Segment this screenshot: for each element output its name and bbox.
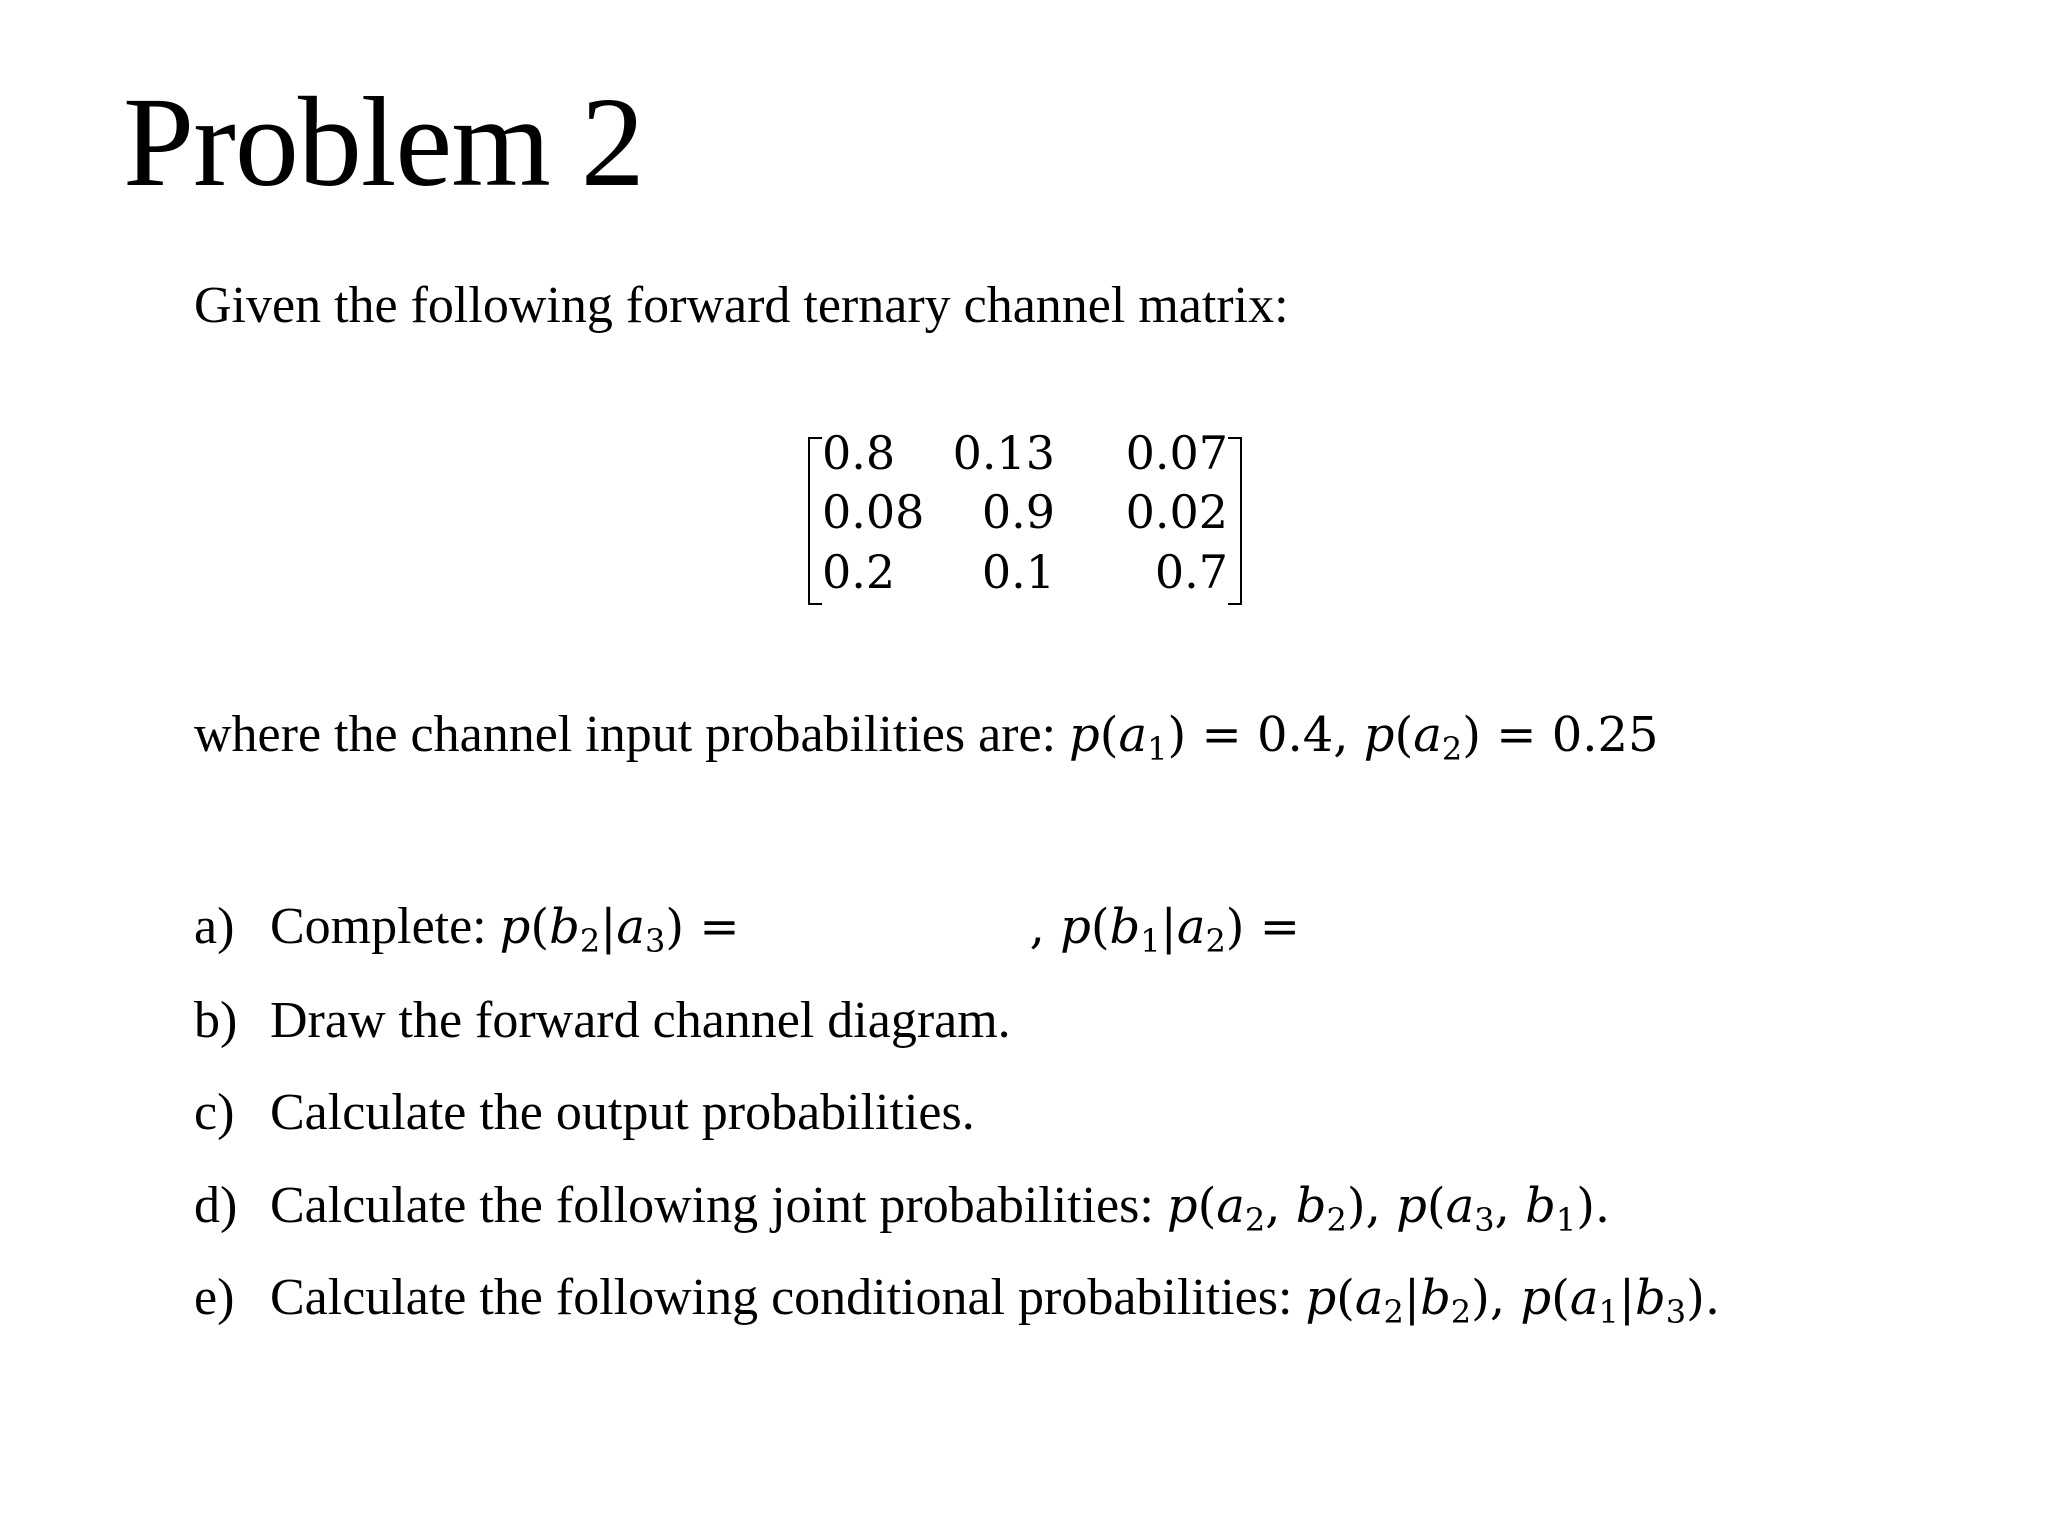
problem-title: Problem 2 (123, 71, 644, 213)
question-d (194, 1175, 1610, 1237)
p-a1-value: 0.4 (1256, 707, 1334, 763)
input-probabilities-formula: $p(a_1) = 0.4$, $p(a_2) = 0.25$ (1069, 707, 1659, 768)
question-c-label: c) (194, 1084, 235, 1141)
matrix-cell: 0.08 (822, 485, 925, 539)
matrix-left-bracket (808, 437, 822, 605)
matrix-cell: 0.8 (822, 426, 896, 480)
question-e-label: e) (194, 1269, 235, 1326)
question-d-formula: $p(a_2$, $b_2$), $p(a_3$, $b_1$). (1166, 1178, 1611, 1239)
matrix-cell: 0.07 (1125, 426, 1228, 480)
question-a (194, 896, 1300, 958)
question-b-text: Draw the forward channel diagram. (270, 992, 1011, 1049)
intro-text: Given the following forward ternary channel matrix: (194, 277, 1289, 334)
matrix-cell: 0.2 (822, 545, 896, 599)
question-e (194, 1267, 1720, 1329)
matrix-cell: 0.13 (952, 426, 1055, 480)
matrix-cell: 0.7 (1154, 545, 1228, 599)
question-d-label: d) (194, 1177, 238, 1234)
question-b (194, 990, 1011, 1052)
question-b-label: b) (194, 992, 238, 1049)
question-e-formula: $p(a_2|b_2)$, $p(a_1|b_3)$. (1305, 1270, 1721, 1331)
matrix-cell: 0.9 (981, 485, 1055, 539)
p-a2-value: 0.25 (1551, 707, 1659, 763)
question-a-text: Complete: (270, 898, 500, 955)
channel-matrix (800, 423, 1250, 609)
question-d-text: Calculate the following joint probabilities: (270, 1177, 1167, 1234)
question-a-formula: $p(b_2|a_3)$ = , $p(b_1|a_2)$ = (499, 899, 1300, 960)
question-c (194, 1082, 975, 1144)
matrix-cell: 0.02 (1125, 485, 1228, 539)
matrix-right-bracket (1228, 437, 1242, 605)
input-probabilities-lead: where the channel input probabilities are: (194, 706, 1070, 763)
question-e-text: Calculate the following conditional probabilities: (270, 1269, 1306, 1326)
matrix-cell: 0.1 (981, 545, 1055, 599)
question-c-text: Calculate the output probabilities. (270, 1084, 975, 1141)
input-probabilities-line (194, 704, 1659, 766)
question-a-label: a) (194, 898, 235, 955)
